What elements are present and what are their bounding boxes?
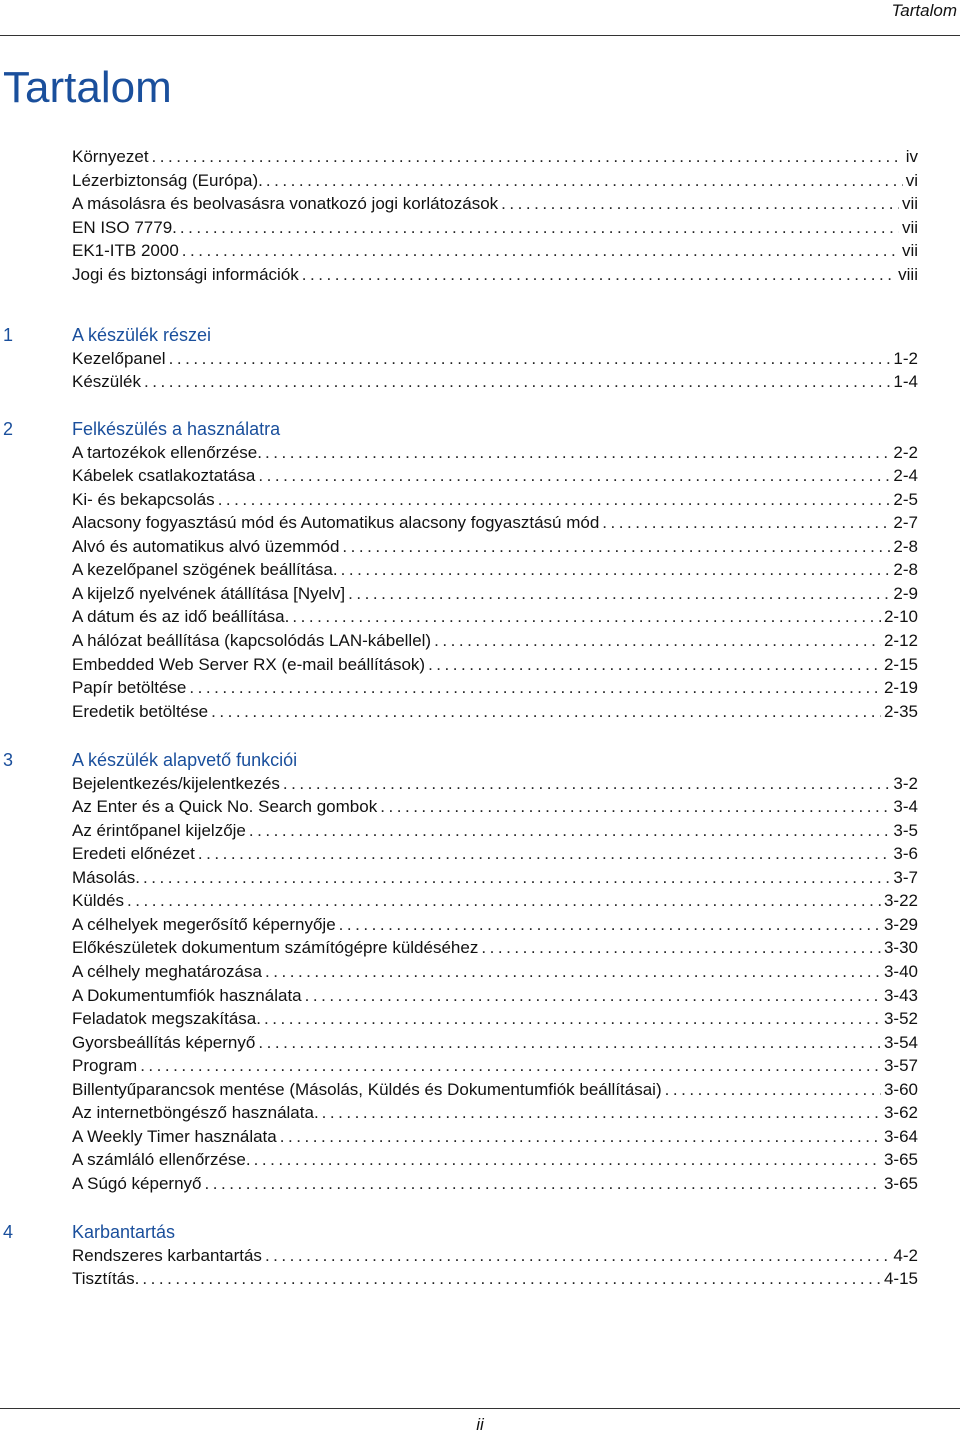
chapter-heading — [0, 416, 960, 442]
toc-entry-page: 4-2 — [893, 1245, 918, 1265]
toc-entry-title: EK1-ITB 2000 — [72, 241, 179, 261]
toc-entry-page: 3-65 — [883, 1173, 918, 1193]
toc-dot-leader — [342, 535, 890, 559]
toc-entry[interactable] — [72, 1267, 918, 1291]
toc-entry[interactable] — [72, 700, 918, 724]
toc-entry-title: Az érintőpanel kijelzője — [72, 820, 246, 840]
toc-dot-leader — [152, 145, 903, 169]
toc-entry-page: 1-4 — [893, 372, 918, 392]
toc-entry-page: 3-64 — [883, 1126, 918, 1146]
toc-dot-leader — [182, 239, 899, 263]
toc-dot-leader — [280, 1125, 881, 1149]
toc-entry-title: Alvó és automatikus alvó üzemmód — [72, 536, 340, 556]
toc-entry-title: Készülék — [72, 372, 141, 392]
chapter-heading — [0, 747, 960, 773]
toc-entry[interactable] — [72, 441, 918, 465]
toc-entry-page: 2-7 — [893, 513, 918, 533]
toc-dot-leader — [348, 582, 890, 606]
toc-entry-page: 3-60 — [883, 1079, 918, 1099]
toc-entry-title: Embedded Web Server RX (e-mail beállítások) — [72, 654, 426, 674]
toc-dot-leader — [204, 1172, 880, 1196]
toc-dot-leader — [665, 1078, 881, 1102]
toc-entry[interactable] — [72, 558, 918, 582]
toc-entry-title: A kezelőpanel szögének beállítása. — [72, 560, 338, 580]
chapter-number: 2 — [3, 419, 14, 439]
toc-entry[interactable] — [72, 819, 918, 843]
toc-dot-leader — [198, 842, 891, 866]
chapter-heading — [0, 1219, 960, 1245]
toc-entry-title: Környezet — [72, 147, 149, 166]
toc-entry-title: Ki- és bekapcsolás — [72, 489, 215, 509]
toc-entry[interactable] — [72, 889, 918, 913]
toc-entry[interactable] — [72, 605, 918, 629]
toc-entry-page: 3-22 — [883, 891, 918, 911]
toc-entry-page: 3-29 — [883, 914, 918, 934]
toc-entry-page: 2-19 — [883, 678, 918, 698]
toc-entry[interactable] — [72, 795, 918, 819]
toc-entry-title: Másolás. — [72, 867, 141, 887]
toc-entry-title: A Dokumentumfiók használata — [72, 985, 302, 1005]
toc-entry-title: Feladatok megszakítása. — [72, 1009, 261, 1029]
toc-entry[interactable] — [72, 653, 918, 677]
toc-entry-title: Kezelőpanel — [72, 348, 166, 368]
toc-entry[interactable] — [72, 582, 918, 606]
toc-dot-leader — [434, 629, 881, 653]
toc-dot-leader — [341, 558, 891, 582]
toc-entry[interactable] — [72, 169, 918, 193]
toc-dot-leader — [143, 866, 890, 890]
toc-dot-leader — [322, 1101, 881, 1125]
toc-entry-page: 3-4 — [893, 797, 918, 817]
toc-dot-leader — [305, 984, 881, 1008]
toc-entry[interactable] — [72, 488, 918, 512]
toc-dot-leader — [254, 1148, 881, 1172]
toc-entry[interactable] — [72, 913, 918, 937]
chapter-title: A készülék alapvető funkciói — [72, 750, 298, 770]
toc-entry-page: viii — [898, 264, 918, 284]
toc-entry-title: Küldés — [72, 891, 124, 911]
toc-dot-leader — [211, 700, 881, 724]
toc-entry[interactable] — [72, 192, 918, 216]
toc-entry-title: Eredeti előnézet — [72, 844, 195, 864]
toc-entry-page: 2-8 — [893, 560, 918, 580]
toc-entry-title: Jogi és biztonsági információk — [72, 264, 299, 284]
toc-entry-page: 3-7 — [893, 867, 918, 887]
toc-entry[interactable] — [72, 464, 918, 488]
toc-entry-page: vii — [901, 241, 918, 261]
toc-entry-title: Bejelentkezés/kijelentkezés — [72, 773, 280, 793]
page-title: Tartalom — [3, 63, 172, 112]
toc-entry-page: vi — [905, 170, 918, 190]
toc-entry[interactable] — [72, 842, 918, 866]
toc-dot-leader — [501, 192, 899, 216]
toc-dot-leader — [218, 488, 891, 512]
toc-dot-leader — [302, 263, 895, 287]
toc-dot-leader — [265, 1244, 890, 1268]
toc-entry-page: 3-43 — [883, 985, 918, 1005]
toc-entry-title: A Súgó képernyő — [72, 1173, 202, 1193]
toc-entry[interactable] — [72, 370, 918, 394]
footer-divider — [0, 1408, 960, 1409]
toc-dot-leader — [127, 889, 881, 913]
toc-dot-leader — [380, 795, 890, 819]
toc-entry-title: Lézerbiztonság (Európa). — [72, 170, 263, 190]
toc-entry-page: 3-65 — [883, 1150, 918, 1170]
toc-entry-title: A kijelző nyelvének átállítása [Nyelv] — [72, 583, 346, 603]
toc-entry[interactable] — [72, 216, 918, 240]
toc-entry[interactable] — [72, 145, 918, 169]
toc-entry-title: Program — [72, 1056, 138, 1076]
toc-entry[interactable] — [72, 1078, 918, 1102]
toc-entry[interactable] — [72, 1007, 918, 1031]
toc-entry-page: 3-5 — [893, 820, 918, 840]
toc-dot-leader — [266, 169, 903, 193]
toc-entry-page: 1-2 — [893, 348, 918, 368]
toc-entry-title: Az Enter és a Quick No. Search gombok — [72, 797, 378, 817]
toc-entry-title: A célhelyek megerősítő képernyője — [72, 914, 336, 934]
toc-entry-page: 2-5 — [893, 489, 918, 509]
toc-entry-page: 2-9 — [893, 583, 918, 603]
toc-entry-title: A másolásra és beolvasásra vonatkozó jogi korlátozások — [72, 194, 499, 214]
toc-entry-title: Alacsony fogyasztású mód és Automatikus alacsony fogyasztású mód — [72, 513, 600, 533]
toc-dot-leader — [265, 441, 890, 465]
toc-entry-page: 3-52 — [883, 1009, 918, 1029]
toc-dot-leader — [264, 1007, 881, 1031]
toc-entry[interactable] — [72, 1172, 918, 1196]
toc-entry[interactable] — [72, 347, 918, 371]
toc-entry[interactable] — [72, 239, 918, 263]
toc-entry-page: 3-54 — [883, 1032, 918, 1052]
toc-entry-title: Gyorsbeállítás képernyő — [72, 1032, 256, 1052]
toc-dot-leader — [189, 676, 881, 700]
toc-entry-title: A számláló ellenőrzése. — [72, 1150, 251, 1170]
toc-dot-leader — [428, 653, 881, 677]
toc-entry[interactable] — [72, 629, 918, 653]
toc-entry[interactable] — [72, 772, 918, 796]
toc-entry-page: 3-30 — [883, 938, 918, 958]
toc-entry-page: vii — [901, 194, 918, 214]
toc-entry-page: 3-6 — [893, 844, 918, 864]
toc-dot-leader — [258, 1031, 881, 1055]
toc-entry-title: A dátum és az idő beállítása. — [72, 607, 290, 627]
toc-entry[interactable] — [72, 676, 918, 700]
toc-entry-page: 2-35 — [883, 701, 918, 721]
chapter-number: 3 — [3, 750, 14, 770]
toc-dot-leader — [249, 819, 891, 843]
toc-entry-page: 3-62 — [883, 1103, 918, 1123]
toc-entry-title: Rendszeres karbantartás — [72, 1245, 262, 1265]
toc-entry[interactable] — [72, 263, 918, 287]
toc-entry-page: 3-40 — [883, 961, 918, 981]
toc-entry-title: Kábelek csatlakoztatása — [72, 466, 256, 486]
toc-entry[interactable] — [72, 936, 918, 960]
toc-dot-leader — [140, 1054, 881, 1078]
toc-entry-title: Az internetböngésző használata. — [72, 1103, 319, 1123]
toc-entry-page: 4-15 — [883, 1269, 918, 1289]
toc-dot-leader — [292, 605, 881, 629]
chapter-title: A készülék részei — [72, 325, 212, 345]
toc-entry-title: Eredetik betöltése — [72, 701, 209, 721]
running-header: Tartalom — [891, 1, 957, 20]
toc-entry-title: A Weekly Timer használata — [72, 1126, 277, 1146]
toc-dot-leader — [339, 913, 881, 937]
toc-dot-leader — [481, 936, 881, 960]
toc-entry-page: 3-2 — [893, 773, 918, 793]
toc-entry-title: A célhely meghatározása — [72, 961, 262, 981]
toc-dot-leader — [258, 464, 890, 488]
toc-entry-title: A hálózat beállítása (kapcsolódás LAN-kábellel) — [72, 630, 432, 650]
toc-entry-page: iv — [905, 147, 918, 166]
chapter-title: Karbantartás — [72, 1222, 176, 1242]
toc-dot-leader — [142, 1267, 881, 1291]
chapter-number: 1 — [3, 325, 14, 345]
toc-entry[interactable] — [72, 960, 918, 984]
toc-entry-page: 2-15 — [883, 654, 918, 674]
toc-entry[interactable] — [72, 866, 918, 890]
toc-dot-leader — [180, 216, 899, 240]
toc-entry[interactable] — [72, 984, 918, 1008]
toc-dot-leader — [144, 370, 890, 394]
toc-entry-title: Billentyűparancsok mentése (Másolás, Küldés és Dokumentumfiók beállításai) — [72, 1079, 662, 1099]
toc-dot-leader — [169, 347, 891, 371]
header-divider — [0, 35, 960, 36]
toc-entry-title: Papír betöltése — [72, 678, 187, 698]
toc-entry[interactable] — [72, 1031, 918, 1055]
chapter-number: 4 — [3, 1222, 14, 1242]
toc-entry-title: Tisztítás. — [72, 1269, 140, 1289]
toc-entry-page: 2-4 — [893, 466, 918, 486]
toc-entry[interactable] — [72, 1054, 918, 1078]
toc-dot-leader — [283, 772, 891, 796]
toc-entry-title: EN ISO 7779. — [72, 217, 177, 237]
toc-entry[interactable] — [72, 1101, 918, 1125]
toc-entry-page: 2-2 — [893, 442, 918, 462]
chapter-title: Felkészülés a használatra — [72, 419, 281, 439]
toc-dot-leader — [265, 960, 881, 984]
toc-entry-page: 2-10 — [883, 607, 918, 627]
toc-entry-page: 2-8 — [893, 536, 918, 556]
toc-entry-page: vii — [901, 217, 918, 237]
toc-entry-page: 3-57 — [883, 1056, 918, 1076]
page-number: ii — [476, 1415, 484, 1434]
toc-entry[interactable] — [72, 511, 918, 535]
toc-entry-title: A tartozékok ellenőrzése. — [72, 442, 262, 462]
toc-entry[interactable] — [72, 1148, 918, 1172]
toc-entry[interactable] — [72, 1244, 918, 1268]
toc-entry[interactable] — [72, 1125, 918, 1149]
toc-dot-leader — [602, 511, 890, 535]
toc-entry-title: Előkészületek dokumentum számítógépre küldéséhez — [72, 938, 479, 958]
toc-entry-page: 2-12 — [883, 630, 918, 650]
toc-entry[interactable] — [72, 535, 918, 559]
chapter-heading — [0, 322, 960, 348]
